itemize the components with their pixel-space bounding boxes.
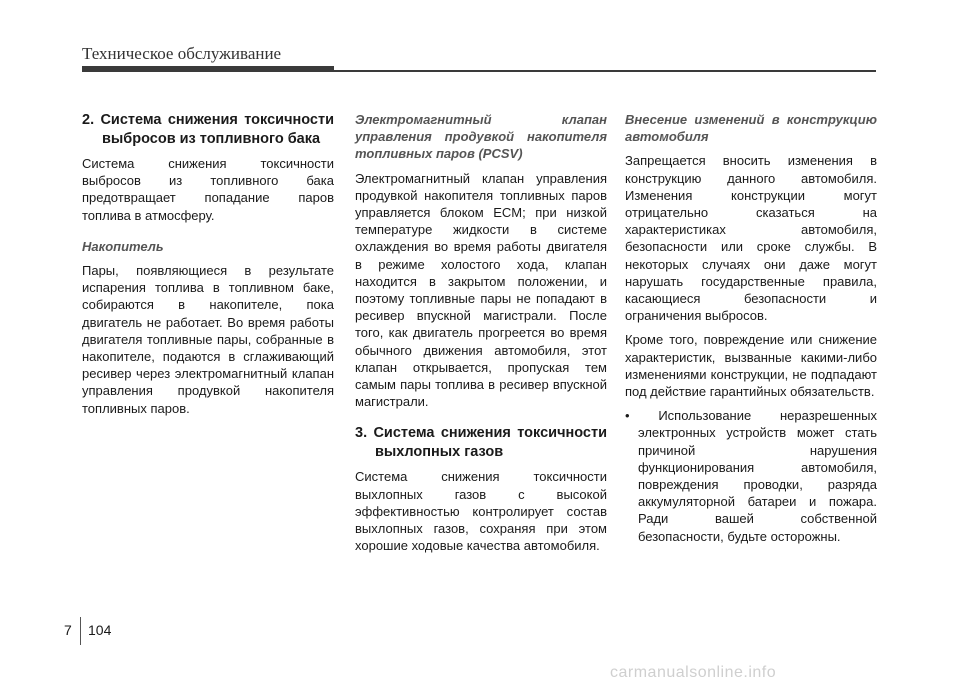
section-heading-exhaust: 3. Система снижения токсичности выхлопных газов	[355, 425, 607, 460]
paragraph-canister: Пары, появляющиеся в результате испарения топлива в топливном баке, собираются в накопителе, пока двигатель не работает. Во время работы двигателя топливные пары, собранные в накопителе, подаются в сглаживающий ресивер через электромагнитный клапан управления продувкой накопителя топливных паров.	[82, 263, 334, 416]
paragraph-evaporative-intro: Система снижения токсичности выбросов из топливного бака предотвращает попадание паров топлива в атмосферу.	[82, 156, 334, 223]
subheading-canister: Накопитель	[82, 238, 164, 254]
header-rule-thin	[334, 70, 876, 72]
paragraph-modification-2: Кроме того, повреждение или снижение характеристик, вызванные какими-либо изменениями конструкции, не подпадают под действие гарантийных обязательств.	[625, 332, 877, 400]
column-right	[625, 111, 877, 552]
bullet-electronic-devices: • Использование неразрешенных электронных устройств может стать причиной нарушения функционирования автомобиля, повреждения проводки, разряда аккумуляторной батареи и пожара. Ради вашей собственной безопасности, будьте осторожны.	[625, 408, 877, 544]
paragraph-exhaust: Система снижения токсичности выхлопных газов с высокой эффективностью контролирует состав выхлопных газов, сохраняя при этом хорошие ходовые качества автомобиля.	[355, 469, 607, 554]
subheading-pcsv: Электромагнитный клапан управления продувкой накопителя топливных паров (PCSV)	[355, 112, 607, 162]
header-rule-thick	[82, 66, 334, 72]
watermark: carmanualsonline.info	[610, 664, 777, 681]
paragraph-modification-1: Запрещается вносить изменения в конструкцию данного автомобиля. Изменения конструкции могут отрицательно сказаться на характеристиках автомобиля, безопасности или сроке службы. В некоторых случаях они даже могут нарушать государственные правила, касающиеся безопасности и ограничения выбросов.	[625, 153, 877, 324]
column-left	[82, 111, 334, 424]
section-header-title: Техническое обслуживание	[82, 44, 282, 63]
chapter-number: 7	[64, 622, 72, 638]
section-heading-evaporative: 2. Система снижения токсичности выбросов из топливного бака	[82, 112, 334, 147]
page-number: 104	[88, 622, 112, 638]
footer-divider	[80, 617, 81, 645]
paragraph-pcsv: Электромагнитный клапан управления продувкой накопителя топливных паров управляется блоком ECM; при низкой температуре жидкости в системе охлаждения во время работы двигателя в режиме холостого хода, клапан находится в закрытом положении, и поэтому топливные пары не попадают в ресивер впускной магистрали. После того, как двигатель прогреется во время обычного движения автомобиля, этот клапан открывается, пропуская тем самым пары топлива в ресивер впускной магистрали.	[355, 170, 607, 410]
subheading-modification: Внесение изменений в конструкцию автомобиля	[625, 112, 877, 145]
column-middle	[355, 111, 607, 561]
